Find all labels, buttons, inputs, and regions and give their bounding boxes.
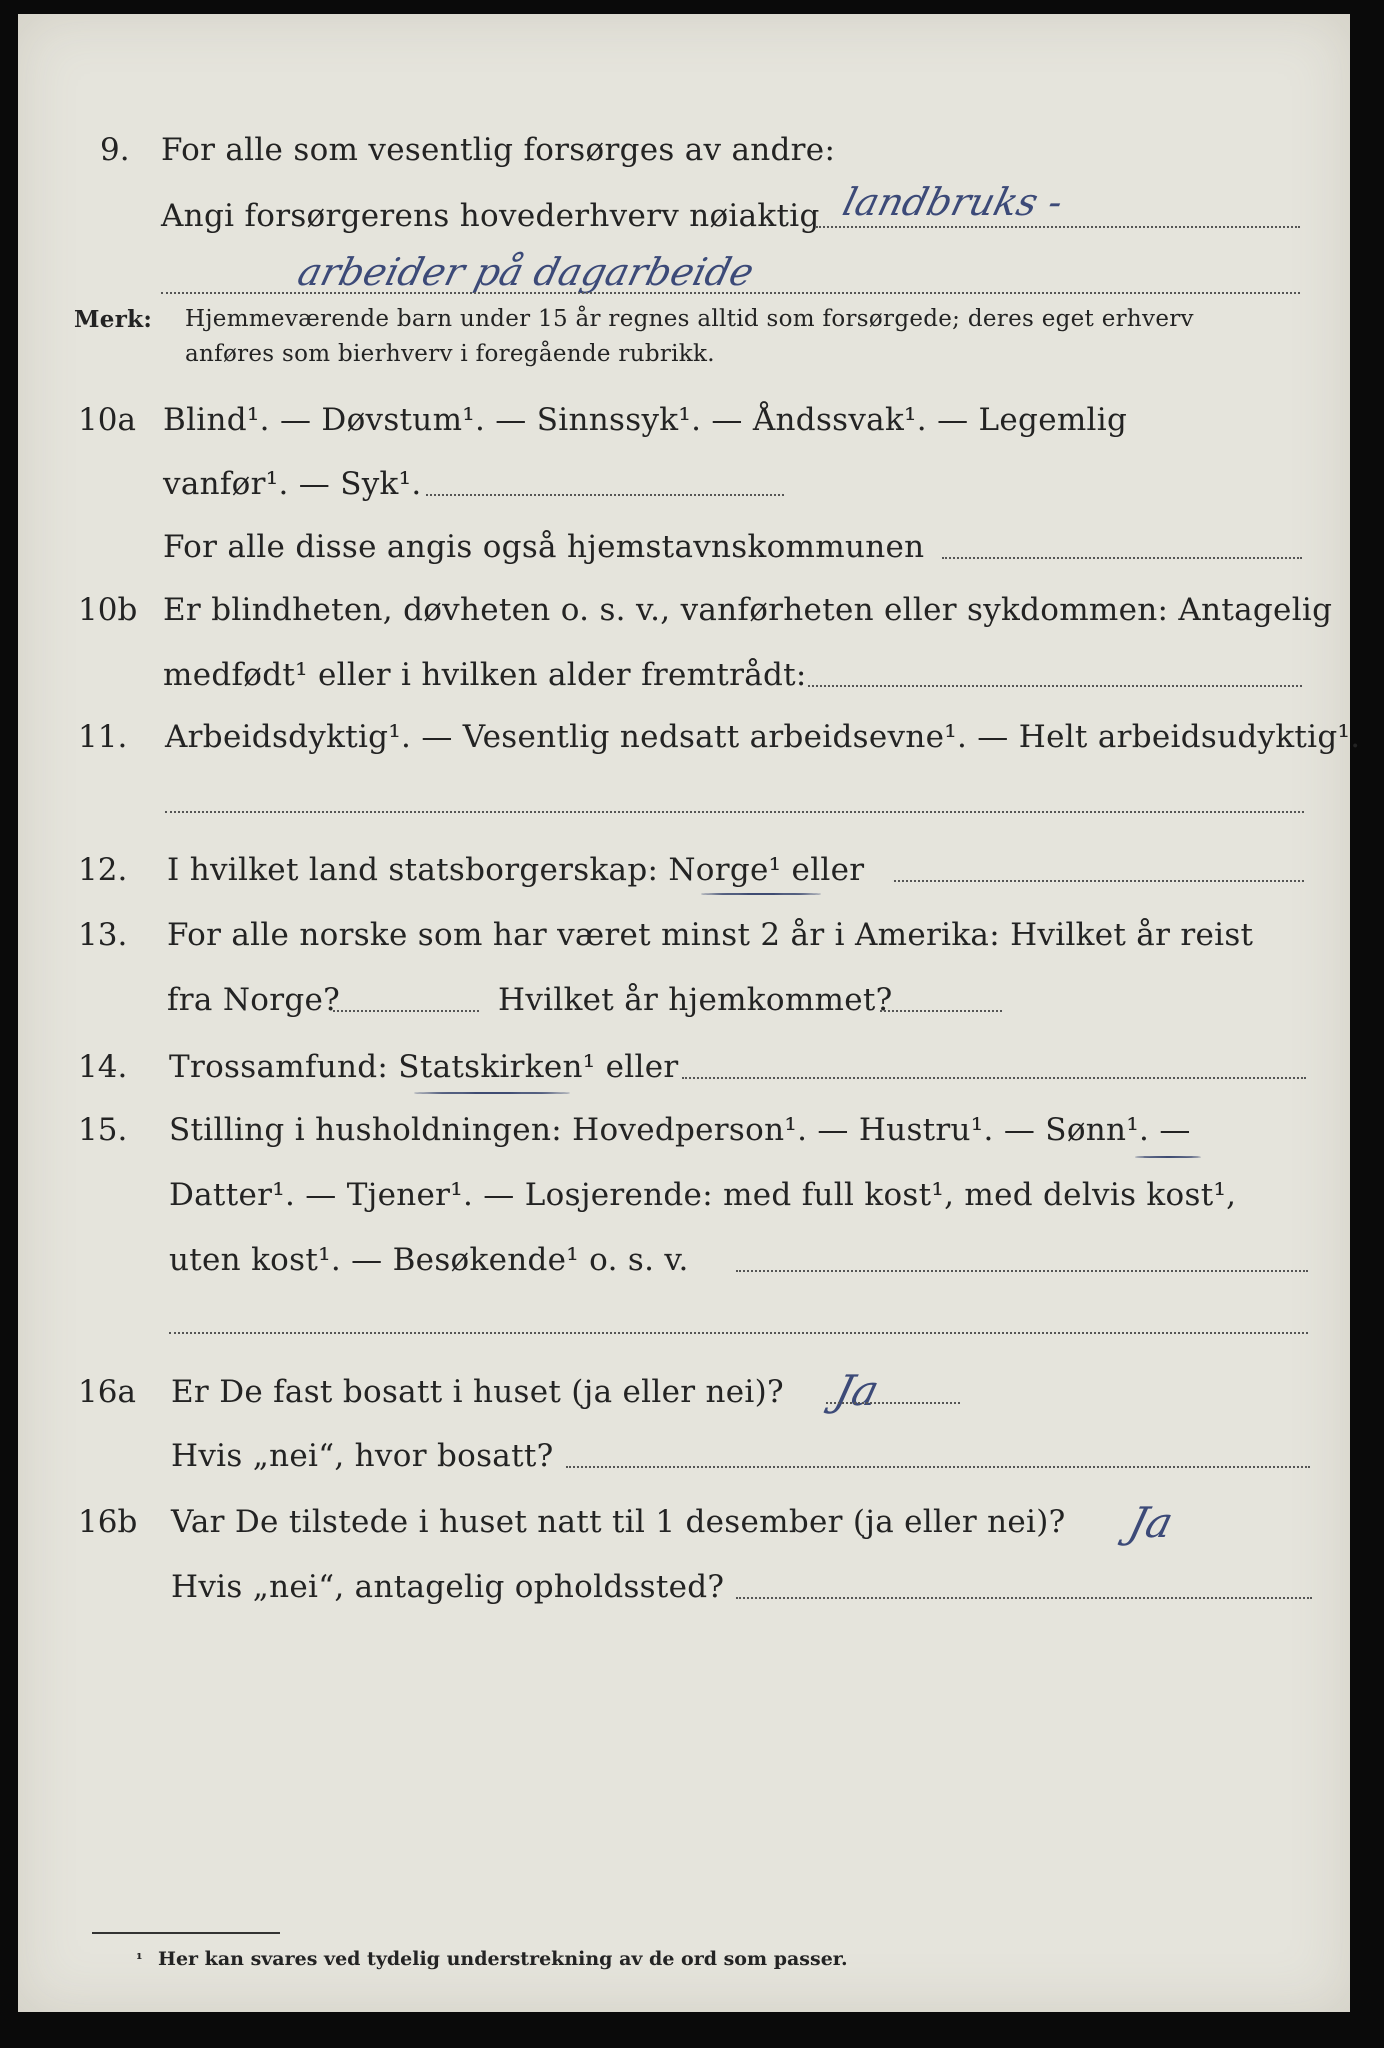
merk-label: Merk:: [74, 306, 153, 333]
q16a-fill-line2: [566, 1466, 1310, 1468]
q12-number: 12.: [78, 852, 128, 888]
q15-line2: Datter¹. — Tjener¹. — Losjerende: med full kost¹, med delvis kost¹,: [169, 1177, 1237, 1213]
q9-handwritten-answer2: arbeider på dagarbeide: [293, 250, 759, 294]
q16b-line1: Var De tilstede i huset natt til 1 desember (ja eller nei)?: [171, 1504, 1066, 1540]
q10a-line2: vanfør¹. — Syk¹.: [163, 466, 422, 502]
q10b-line2: medfødt¹ eller i hvilken alder fremtrådt:: [163, 657, 807, 693]
q11-line1: Arbeidsdyktig¹. — Vesentlig nedsatt arbeidsevne¹. — Helt arbeidsudyktig¹.: [165, 719, 1361, 755]
q13-fill-line1: [333, 1010, 479, 1012]
q10a-line1: Blind¹. — Døvstum¹. — Sinnssyk¹. — Åndssvak¹. — Legemlig: [163, 402, 1128, 438]
q9-number: 9.: [100, 132, 130, 168]
q15-fill-line2: [169, 1332, 1308, 1334]
merk-line2: anføres som bierhverv i foregående rubrikk.: [185, 341, 715, 367]
q12-line1: I hvilket land statsborgerskap: Norge¹ eller: [167, 852, 865, 888]
q15-line1: Stilling i husholdningen: Hovedperson¹. — Hustru¹. — Sønn¹. —: [169, 1112, 1191, 1148]
q10a-line3: For alle disse angis også hjemstavnskommunen: [163, 529, 925, 565]
merk-line1: Hjemmeværende barn under 15 år regnes alltid som forsørgede; deres eget erhverv: [185, 306, 1194, 332]
q16b-line2: Hvis „nei“, antagelig opholdssted?: [171, 1569, 725, 1605]
q10a-number: 10a: [78, 402, 136, 438]
q16a-line1: Er De fast bosatt i huset (ja eller nei)?: [171, 1374, 784, 1410]
q15-sonn-underline: [1135, 1156, 1201, 1158]
q15-line3: uten kost¹. — Besøkende¹ o. s. v.: [169, 1242, 689, 1278]
q9-line2: Angi forsørgerens hovederhverv nøiaktig: [161, 198, 820, 234]
q13-fill-line2: [880, 1010, 1002, 1012]
q10a-fill-line1: [426, 494, 784, 496]
q10b-line1: Er blindheten, døvheten o. s. v., vanførheten eller sykdommen: Antagelig: [163, 592, 1333, 628]
q10b-number: 10b: [78, 592, 138, 628]
q9-fill-line2: [161, 292, 1300, 294]
q16a-handwritten-answer: Ja: [829, 1366, 884, 1415]
footnote-text: Her kan svares ved tydelig understrekning av de ord som passer.: [158, 1948, 848, 1970]
q12-fill-line: [894, 880, 1304, 882]
census-form-page: [18, 14, 1361, 2012]
q14-number: 14.: [78, 1049, 128, 1085]
q16b-handwritten-answer: Ja: [1123, 1498, 1178, 1547]
q16b-number: 16b: [78, 1504, 138, 1540]
q11-fill-line: [165, 811, 1304, 813]
q12-norge-underline: [701, 893, 821, 895]
q9-fill-line1: [816, 226, 1300, 228]
q14-line1: Trossamfund: Statskirken¹ eller: [169, 1049, 679, 1085]
q16a-line2: Hvis „nei“, hvor bosatt?: [171, 1438, 554, 1474]
q15-fill-line1: [736, 1270, 1308, 1272]
q16a-number: 16a: [78, 1374, 136, 1410]
footnote-rule: [92, 1932, 280, 1934]
q13-line1: For alle norske som har været minst 2 år i Amerika: Hvilket år reist: [167, 917, 1254, 953]
q14-fill-line: [682, 1077, 1306, 1079]
footnote-mark: ¹: [136, 1950, 143, 1968]
q14-statskirken-underline: [414, 1092, 570, 1094]
q10b-fill-line: [808, 685, 1302, 687]
q16a-fill-line1: [826, 1402, 960, 1404]
q9-handwritten-answer1: landbruks -: [838, 180, 1068, 224]
q10a-fill-line2: [942, 557, 1302, 559]
q15-number: 15.: [78, 1112, 128, 1148]
q11-number: 11.: [78, 719, 128, 755]
q9-line1: For alle som vesentlig forsørges av andre:: [161, 132, 836, 168]
q13-number: 13.: [78, 917, 128, 953]
q16b-fill-line: [736, 1597, 1312, 1599]
q13-line2a: fra Norge?: [167, 982, 341, 1018]
q13-line2b: Hvilket år hjemkommet?: [498, 982, 893, 1018]
